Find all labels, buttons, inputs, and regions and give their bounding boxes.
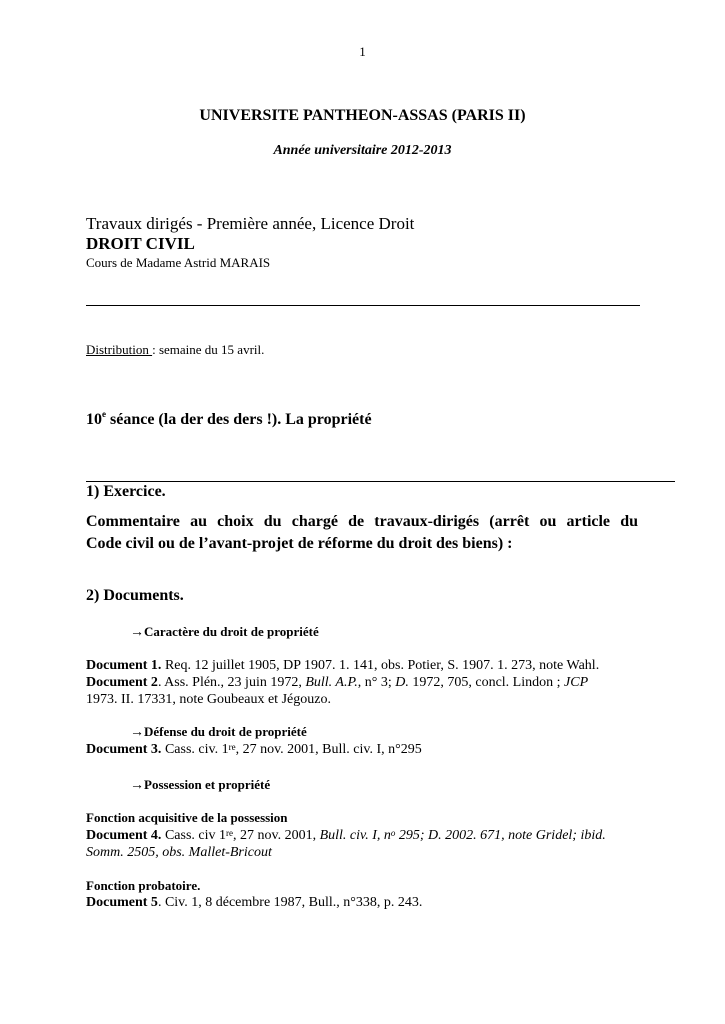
document-2-i2: D. [395,675,409,690]
distribution-line [86,342,264,358]
document-4-p2: , 27 nov. 2001, [233,828,320,843]
session-title [86,411,372,429]
distribution-text: : semaine du 15 avril. [152,342,265,357]
section-possession-label: Possession et propriété [144,777,271,792]
document-5 [86,894,422,911]
document-4-i1: Bull. civ. I, n [319,828,391,843]
document-2 [86,674,588,691]
document-3-sup: re [228,742,236,752]
section-caractere-label: Caractère du droit de propriété [144,624,319,639]
exercise-text [86,511,638,555]
document-3-p2: , 27 nov. 2001, Bull. civ. I, n°295 [235,742,422,757]
documents-heading: 2) Documents. [86,587,184,604]
document-2-i3: JCP [564,675,589,690]
document-4-isup: o [390,828,396,838]
document-4-i2: 295; D. 2002. 671, note Gridel; ibid. [395,828,606,843]
university-title: UNIVERSITE PANTHEON-ASSAS (PARIS II) [199,107,526,124]
document-1-label: Document 1. [86,658,162,673]
document-4-line2: Somm. 2505, obs. Mallet-Bricout [86,845,272,860]
document-4 [86,827,606,844]
divider-exercise [86,481,675,482]
document-5-text: . Civ. 1, 8 décembre 1987, Bull., n°338, p. 243. [157,895,423,910]
session-number-sup: e [102,409,106,419]
document-5-label: Document 5 [86,895,158,910]
document-3-label: Document 3. [86,742,162,757]
document-1 [86,657,599,674]
document-3-p1: Cass. civ. 1 [161,742,229,757]
course-subject: DROIT CIVIL [86,234,195,253]
academic-year: Année universitaire 2012-2013 [273,143,452,158]
arrow-right-icon: → [130,778,144,793]
session-number: 10 [86,411,102,428]
page-number: 1 [359,44,366,59]
arrow-right-icon: → [130,625,144,640]
course-line: Travaux dirigés - Première année, Licence Droit [86,214,415,233]
document-2-line2: 1973. II. 17331, note Goubeaux et Jégouzo. [86,692,331,707]
section-possession [130,777,270,794]
fonction-acquisitive: Fonction acquisitive de la possession [86,810,288,825]
document-4-label: Document 4. [86,828,162,843]
document-1-text: Req. 12 juillet 1905, DP 1907. 1. 141, obs. Potier, S. 1907. 1. 273, note Wahl. [161,658,600,673]
document-2-p1: . Ass. Plén., 23 juin 1972, [157,675,306,690]
exercise-text-line1: Commentaire au choix du chargé de travaux-dirigés (arrêt ou article du [86,513,638,530]
document-2-p2: , n° 3; [357,675,396,690]
divider-top [86,305,640,306]
course-teacher: Cours de Madame Astrid MARAIS [86,255,271,270]
document-4-sup: re [226,828,233,838]
exercise-text-line2: Code civil ou de l’avant-projet de réforme du droit des biens) : [86,535,513,552]
document-2-i1: Bull. A.P. [305,675,358,690]
section-caractere [130,624,319,641]
section-defense [130,724,307,741]
document-2-label: Document 2 [86,675,158,690]
document-4-p1: Cass. civ 1 [161,828,226,843]
exercise-heading: 1) Exercice. [86,483,166,500]
section-defense-label: Défense du droit de propriété [144,724,307,739]
document-2-p3: 1972, 705, concl. Lindon ; [408,675,565,690]
session-title-text: séance (la der des ders !). La propriété [106,411,372,428]
fonction-probatoire: Fonction probatoire. [86,878,201,893]
distribution-label: Distribution [86,342,153,357]
arrow-right-icon: → [130,725,144,740]
document-3 [86,741,422,758]
